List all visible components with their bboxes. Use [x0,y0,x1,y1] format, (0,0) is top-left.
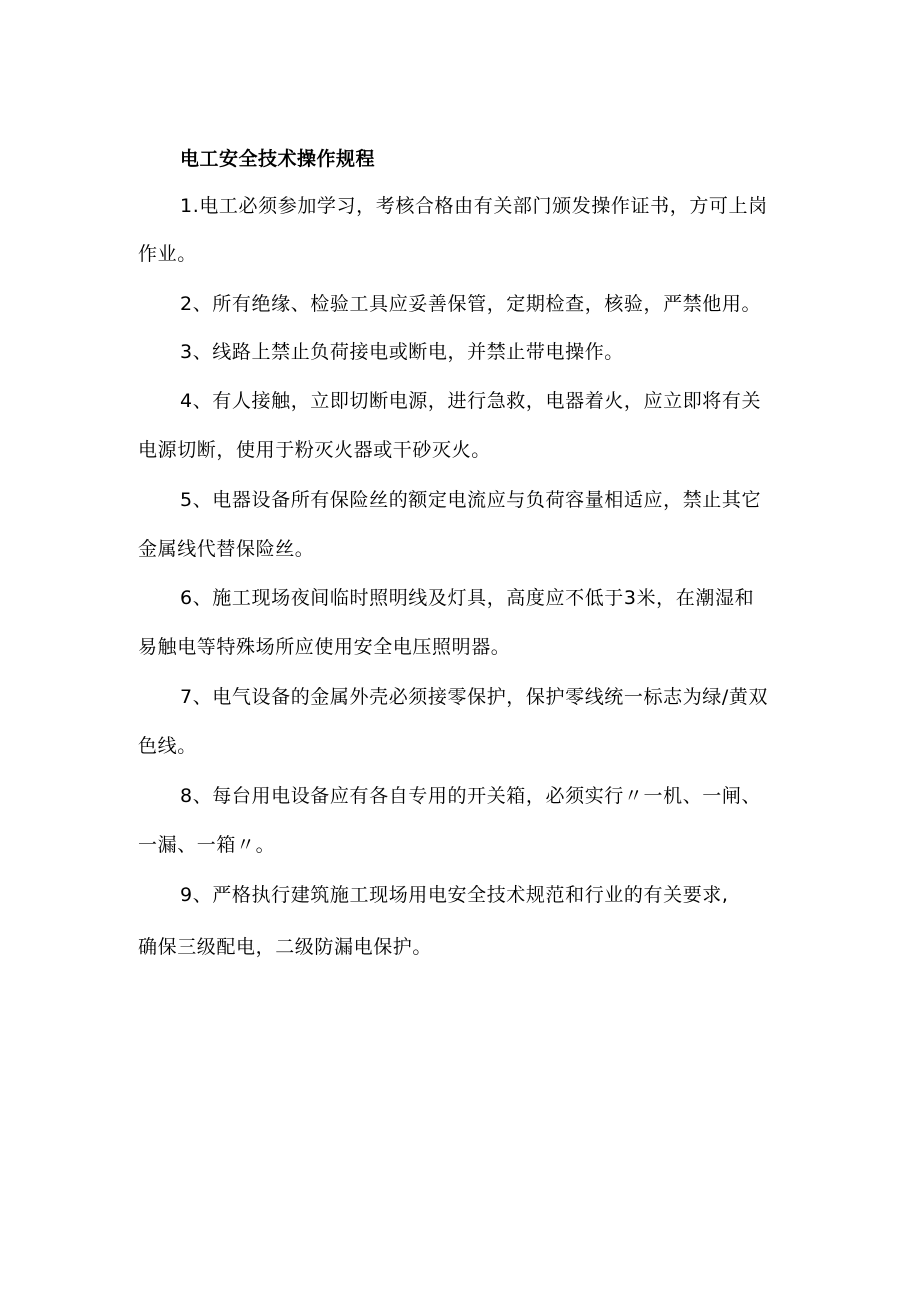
rule-9-line-1: 9、严格执行建筑施工现场用电安全技术规范和行业的有关要求, [180,884,729,906]
rule-7-line-1: 7、电气设备的金属外壳必须接零保护，保护零线统一标志为绿/黄双 [180,686,769,708]
document-title: 电工安全技术操作规程 [180,148,376,170]
rule-1-line-2: 作业。 [138,243,197,265]
rule-9-line-2: 确保三级配电，二级防漏电保护。 [138,936,433,958]
rule-4-line-1: 4、有人接触，立即切断电源，进行急救，电器着火，应立即将有关 [180,390,762,412]
rule-5-line-2: 金属线代替保险丝。 [138,538,315,560]
rule-2-line-1: 2、所有绝缘、检验工具应妥善保管，定期检查，核验，严禁他用。 [180,293,762,315]
rule-6-line-1: 6、施工现场夜间临时照明线及灯具，高度应不低于3米，在潮湿和 [180,587,755,609]
rule-8-line-1: 8、每台用电设备应有各自专用的开关箱，必须实行〃一机、一闸、 [180,785,762,807]
rule-4-line-2: 电源切断，使用于粉灭火器或干砂灭火。 [138,439,491,461]
rule-6-line-2: 易触电等特殊场所应使用安全电压照明器。 [138,636,511,658]
rule-7-line-2: 色线。 [138,735,197,757]
rule-5-line-1: 5、电器设备所有保险丝的额定电流应与负荷容量相适应，禁止其它 [180,489,762,511]
rule-1-line-1: 1.电工必须参加学习，考核合格由有关部门颁发操作证书，方可上岗 [180,195,768,217]
rule-3-line-1: 3、线路上禁止负荷接电或断电，并禁止带电操作。 [180,341,624,363]
rule-8-line-2: 一漏、一箱〃。 [138,834,276,856]
